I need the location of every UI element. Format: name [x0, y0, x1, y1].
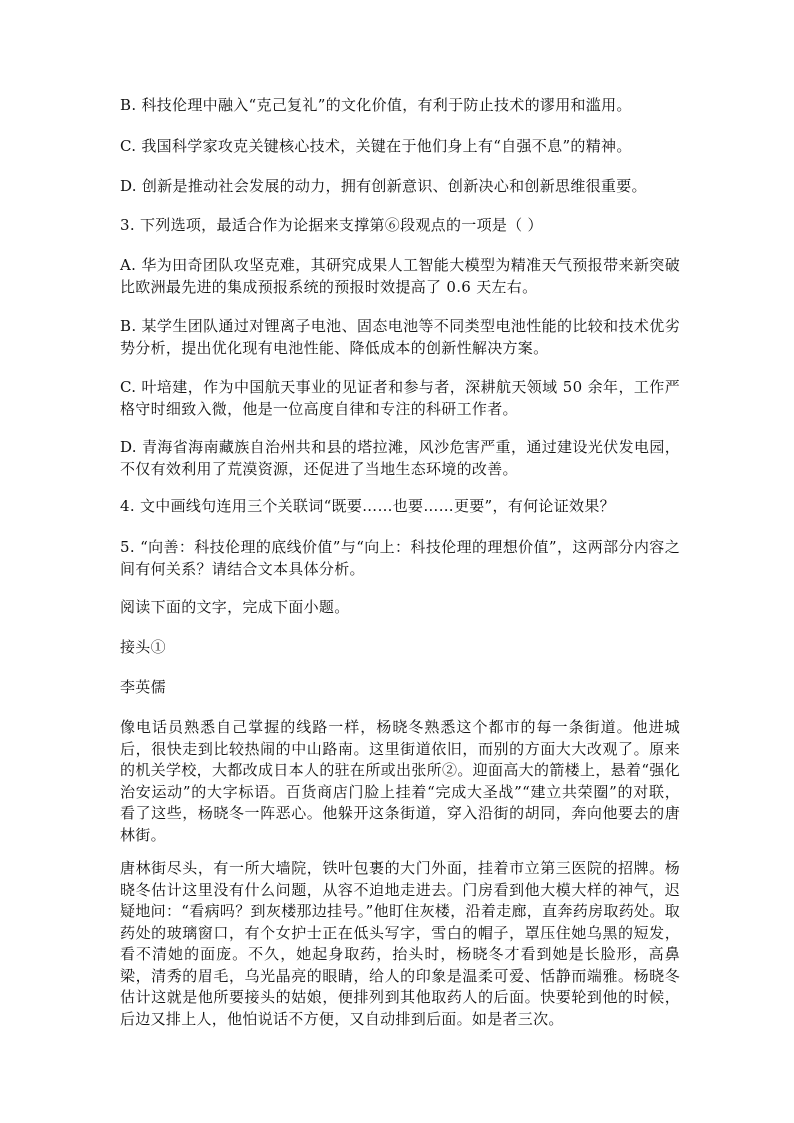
question-4: 4. 文中画线句连用三个关联词“既要……也要……更要”，有何论证效果？ [120, 497, 615, 515]
option-c-text: C. 我国科学家攻克关键核心技术，关键在于他们身上有“自强不息”的精神。 [120, 137, 632, 155]
question-5: 5. “向善：科技伦理的底线价值”与“向上：科技伦理的理想价值”，这两部分内容之间有何关系？请结合文本具体分析。 [120, 538, 680, 578]
question-3-option-a: A. 华为田奇团队攻坚克难，其研究成果人工智能大模型为精准天气预报带来新突破比欧洲最先进的集成预报系统的预报时效提高了 0.6 天左右。 [120, 256, 680, 296]
question-3: 3. 下列选项，最适合作为论据来支撑第⑥段观点的一项是（ ） [120, 216, 543, 234]
question-3-option-b: B. 某学生团队通过对锂离子电池、固态电池等不同类型电池性能的比较和技术优劣势分析，提出优化现有电池性能、降低成本的创新性解决方案。 [120, 317, 680, 357]
story-paragraph-1: 像电话员熟悉自己掌握的线路一样，杨晓冬熟悉这个都市的每一条街道。他进城后，很快走到比较热闹的中山路南。这里街道依旧，而别的方面大大改观了。原来的机关学校，大都改成日本人的驻在所或出张所②。迎面高大的箭楼上，悬着“强化治安运动”的大字标语。百货商店门脸上挂着“完成大圣战”“建立共荣圈”的对联，看了这些，杨晓冬一阵恶心。他躲开这条街道，穿入沿街的胡同，奔向他要去的唐林街。 [120, 718, 680, 844]
question-3-option-d: D. 青海省海南藏族自治州共和县的塔拉滩，风沙危害严重，通过建设光伏发电园，不仅有效利用了荒漠资源，还促进了当地生态环境的改善。 [120, 438, 680, 478]
story-title: 接头① [120, 638, 166, 656]
story-paragraph-2: 唐林街尽头，有一所大墙院，铁叶包裹的大门外面，挂着市立第三医院的招牌。杨晓冬估计这里没有什么问题，从容不迫地走进去。门房看到他大模大样的神气，迟疑地问：“看病吗？到灰楼那边挂号。”他盯住灰楼，沿着走廊，直奔药房取药处。取药处的玻璃窗口，有个女护士正在低头写字，雪白的帽子，罩压住她乌黑的短发，看不清她的面庞。不久，她起身取药，抬头时，杨晓冬才看到她是长脸形，高鼻梁，清秀的眉毛，乌光晶亮的眼睛，给人的印象是温柔可爱、恬静而端雅。杨晓冬估计这就是他所要接头的姑娘，便排列到其他取药人的后面。快要轮到他的时候，后边又排上人，他怕说话不方便，又自动排到后面。如是者三次。 [120, 859, 680, 1028]
question-3-option-c: C. 叶培建，作为中国航天事业的见证者和参与者，深耕航天领域 50 余年，工作严格守时细致入微，他是一位高度自律和专注的科研工作者。 [120, 378, 680, 418]
story-author: 李英儒 [120, 678, 166, 696]
option-b-text: B. 科技伦理中融入“克己复礼”的文化价值，有利于防止技术的谬用和滥用。 [120, 96, 632, 114]
reading-instruction: 阅读下面的文字，完成下面小题。 [120, 598, 350, 616]
option-d-text: D. 创新是推动社会发展的动力，拥有创新意识、创新决心和创新思维很重要。 [120, 177, 647, 195]
